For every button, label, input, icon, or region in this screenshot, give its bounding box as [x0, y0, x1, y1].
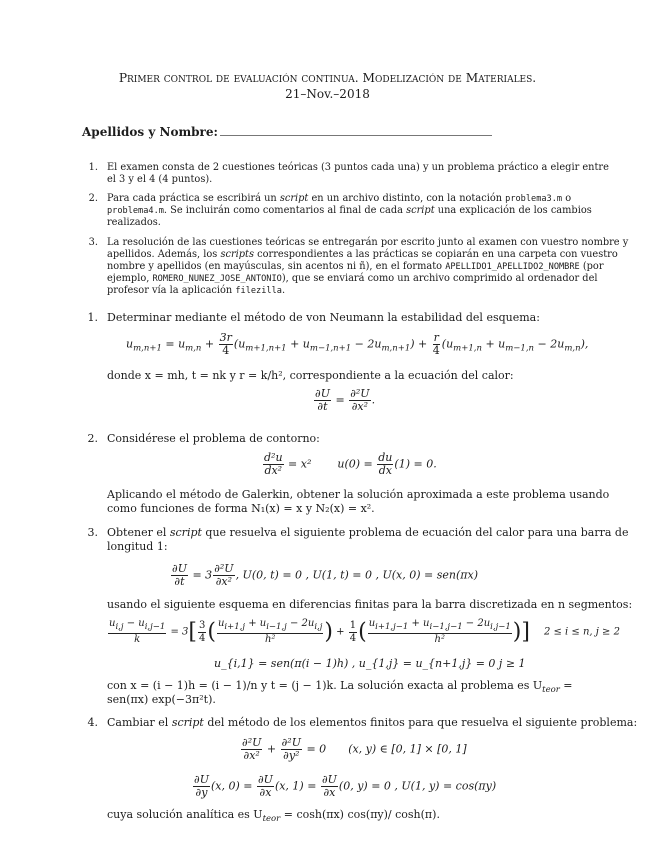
q1-scheme-equation: $u_{m,n+1} = u_{m,n}$ + $\frac{3r}{4}$ $(u_{m+1,n+1} + u_{m-1,n+1} - 2u_{m,n+1})$ + $\frac{r}{4}$ $(u_{m+1,n} + u_{m-1,n} - 2u_{m,n})$,	[126, 331, 589, 357]
instruction-text: profesor vía la aplicación filezilla.	[107, 285, 286, 296]
question-number: 3.	[87, 526, 98, 539]
q4-boundary-conditions: $\frac{\partial U}{\partial y}$ (x, 0) = $\frac{\partial U}{\partial x}$ (x, 1) = $\frac{\partial U}{\partial x}$ (0, y) = 0 , U(1, y) = cos(πy)	[194, 773, 497, 799]
q3-text-line: con x = (i − 1)h = (i − 1)/n y t = (j − 1)k. La solución exacta al problema es $U_{teor}$ =	[107, 679, 573, 696]
name-field-line	[220, 135, 492, 136]
instruction-text: apellidos. Además, los scripts correspondientes a las prácticas se copiarán en una carpeta con vuestro	[107, 249, 618, 260]
q3-text-line: usando el siguiente esquema en diferencias finitas para la barra discretizada en n segmentos:	[107, 598, 633, 611]
q3-heat-equation: $\frac{\partial U}{\partial t}$ = 3 $\frac{\text{∂²U}}{\text{∂x²}}$ , U(0, t) = 0 , U(1, t) = 0 , U(x, 0) = sen(πx)	[172, 562, 478, 588]
heat-equation: $\frac{\partial U}{\partial t}$ = $\frac{\text{∂²U}}{\text{∂x²}}$ .	[315, 387, 376, 413]
q3-text-line: sen(πx) exp(−3π²t).	[107, 693, 216, 706]
instruction-text: La resolución de las cuestiones teóricas se entregarán por escrito junto al examen con vuestro nombre y	[107, 237, 629, 248]
q2-text-line: Aplicando el método de Galerkin, obtener la solución aproximada a este problema usando	[107, 488, 610, 501]
question-text: Cambiar el script del método de los elementos finitos para que resuelva el siguiente problema:	[107, 716, 638, 729]
instruction-text: Para cada práctica se escribirá un script en un archivo distinto, con la notación problema3.m o	[107, 193, 572, 204]
finite-difference-scheme: $\frac{u_{i,j} - u_{i,j-1}}{k}$ = 3[ $\frac{3}{4}$ ( $\frac{u_{i+1,j} + u_{i-1,j} - 2u_{i,j}}{\text{h²}}$ ) + $\frac{1}{4}$ ( $\frac{u_{i+1,j-1} + u_{i-1,j-1} - 2u_{i,j-1}}{\text{h²}}$ )] 2 ≤ i ≤ n, j ≥ 2	[109, 618, 620, 645]
q2-text-line: como funciones de forma N₁(x) = x y N₂(x) = x².	[107, 502, 375, 515]
laplace-equation: $\frac{\text{∂²U}}{\text{∂x²}}$ + $\frac{\text{∂²U}}{\text{∂y²}}$ = 0 (x, y) ∈ [0, 1] × [0, 1]	[242, 736, 467, 762]
boundary-value-equation: $\frac{\text{d²u}}{\text{dx²}}$ = x² u(0) = $\frac{du}{dx}$ (1) = 0.	[264, 451, 437, 477]
question-text: longitud 1:	[107, 540, 168, 553]
question-number: 2.	[87, 432, 98, 445]
instruction-number: 2.	[88, 193, 98, 204]
question-number: 1.	[87, 311, 98, 324]
question-text: Considérese el problema de contorno:	[107, 432, 320, 445]
name-field	[82, 125, 492, 139]
q1-where-text: donde x = mh, t = nk y r = k/h², correspondiente a la ecuación del calor:	[107, 369, 514, 382]
instruction-text: el 3 y el 4 (4 puntos).	[107, 174, 213, 185]
instruction-text: problema4.m. Se incluirán como comentarios al final de cada script una explicación de los cambios	[107, 205, 592, 216]
question-text: Determinar mediante el método de von Neumann la estabilidad del esquema:	[107, 311, 540, 324]
page-title: Primer control de evaluación continua. Modelización de Materiales.	[118, 71, 537, 85]
instruction-text: El examen consta de 2 cuestiones teóricas (3 puntos cada una) y un problema práctico a elegir entre	[107, 162, 609, 173]
q4-solution-text: cuya solución analítica es $U_{teor} = \cosh(\pi x)$ cos(πy)/ cosh(π).	[107, 808, 440, 825]
initial-conditions: u_{i,1} = sen(π(i − 1)h) , u_{1,j} = u_{n+1,j} = 0 j ≥ 1	[214, 657, 526, 670]
exam-date: 21–Nov.–2018	[285, 87, 370, 101]
instruction-text: ejemplo, ROMERO_NUNEZ_JOSE_ANTONIO), que se enviará como un archivo comprimido al ordenador del	[107, 273, 598, 284]
name-field-label: Apellidos y Nombre:	[82, 125, 218, 139]
instruction-number: 3.	[88, 237, 98, 248]
question-text: Obtener el script que resuelva el siguiente problema de ecuación del calor para una barra de	[107, 526, 629, 539]
instruction-text: realizados.	[107, 217, 161, 228]
instruction-number: 1.	[88, 162, 98, 173]
question-number: 4.	[87, 716, 98, 729]
instruction-text: nombre y apellidos (en mayúsculas, sin acentos ni ñ), en el formato APELLIDO1_APELLIDO2_NOMBRE (por	[107, 261, 604, 272]
